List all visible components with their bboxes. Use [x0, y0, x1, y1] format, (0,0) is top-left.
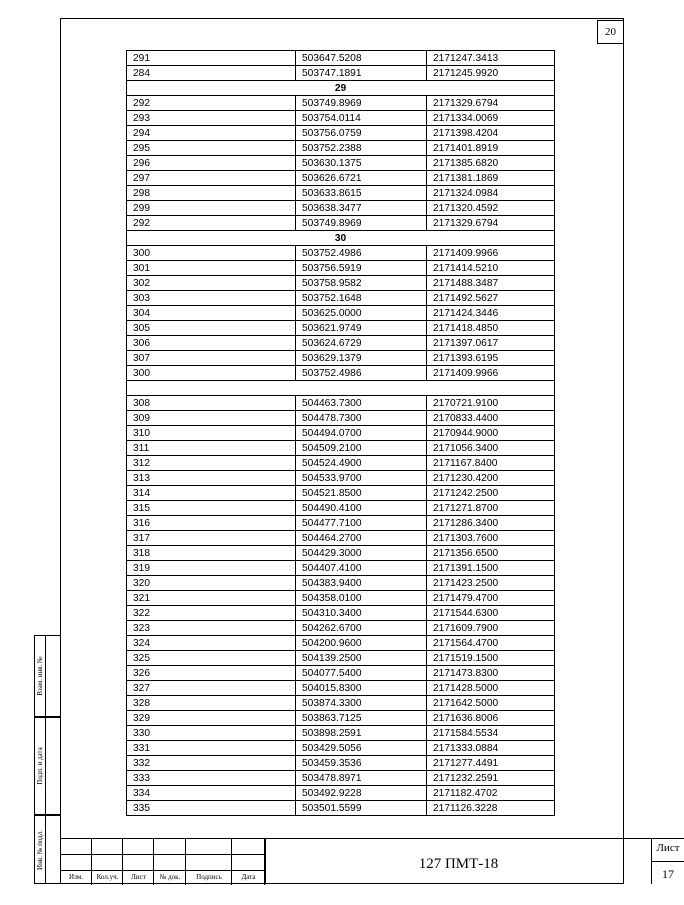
- corner-page-number: 20: [597, 20, 624, 44]
- y-coordinate-cell: 2171488.3487: [427, 276, 555, 291]
- y-coordinate-cell: 2170833.4400: [427, 411, 555, 426]
- y-coordinate-cell: 2171564.4700: [427, 636, 555, 651]
- x-coordinate-cell: 504524.4900: [296, 456, 427, 471]
- point-number-cell: 322: [127, 606, 296, 621]
- point-number-cell: 328: [127, 696, 296, 711]
- x-coordinate-cell: 503633.8615: [296, 186, 427, 201]
- y-coordinate-cell: 2171232.2591: [427, 771, 555, 786]
- x-coordinate-cell: 503638.3477: [296, 201, 427, 216]
- table-row: [127, 291, 555, 306]
- point-number-cell: 300: [127, 246, 296, 261]
- point-number-cell: 319: [127, 561, 296, 576]
- table-row: [127, 576, 555, 591]
- table-row: [127, 711, 555, 726]
- y-coordinate-cell: 2171247.3413: [427, 51, 555, 66]
- table-row: [127, 51, 555, 66]
- x-coordinate-cell: 504358.0100: [296, 591, 427, 606]
- table-row: [127, 486, 555, 501]
- x-coordinate-cell: 503621.9749: [296, 321, 427, 336]
- col-label-list: Лист: [131, 873, 146, 881]
- x-coordinate-cell: 503624.6729: [296, 336, 427, 351]
- x-coordinate-cell: 504429.3000: [296, 546, 427, 561]
- y-coordinate-cell: 2171230.4200: [427, 471, 555, 486]
- point-number-cell: 331: [127, 741, 296, 756]
- y-coordinate-cell: 2171056.3400: [427, 441, 555, 456]
- x-coordinate-cell: 503629.1379: [296, 351, 427, 366]
- point-number-cell: 326: [127, 666, 296, 681]
- y-coordinate-cell: 2171642.5000: [427, 696, 555, 711]
- y-coordinate-cell: 2171479.4700: [427, 591, 555, 606]
- table-row: [127, 216, 555, 231]
- x-coordinate-cell: 503749.8969: [296, 216, 427, 231]
- x-coordinate-cell: 504139.2500: [296, 651, 427, 666]
- table-row: [127, 531, 555, 546]
- side-label-swap-inv: Взам. инв. №: [36, 656, 44, 696]
- x-coordinate-cell: 504509.2100: [296, 441, 427, 456]
- table-row: [127, 156, 555, 171]
- table-row: [127, 396, 555, 411]
- y-coordinate-cell: 2171424.3446: [427, 306, 555, 321]
- point-number-cell: 308: [127, 396, 296, 411]
- table-row: [127, 441, 555, 456]
- y-coordinate-cell: 2171409.9966: [427, 366, 555, 381]
- blank-row: [127, 381, 555, 396]
- point-number-cell: 292: [127, 96, 296, 111]
- point-number-cell: 292: [127, 216, 296, 231]
- point-number-cell: 302: [127, 276, 296, 291]
- contour-number: 29: [127, 81, 555, 96]
- table-row: [127, 681, 555, 696]
- y-coordinate-cell: 2171544.6300: [427, 606, 555, 621]
- table-row: [127, 276, 555, 291]
- table-row: [127, 756, 555, 771]
- y-coordinate-cell: 2171320.4592: [427, 201, 555, 216]
- table-row: [127, 741, 555, 756]
- point-number-cell: 333: [127, 771, 296, 786]
- col-label-ndok: № док.: [159, 873, 181, 881]
- x-coordinate-cell: 503756.5919: [296, 261, 427, 276]
- y-coordinate-cell: 2171393.6195: [427, 351, 555, 366]
- point-number-cell: 297: [127, 171, 296, 186]
- y-coordinate-cell: 2171492.5627: [427, 291, 555, 306]
- x-coordinate-cell: 503749.8969: [296, 96, 427, 111]
- point-number-cell: 313: [127, 471, 296, 486]
- table-row: [127, 246, 555, 261]
- x-coordinate-cell: 503752.4986: [296, 366, 427, 381]
- y-coordinate-cell: 2171423.2500: [427, 576, 555, 591]
- y-coordinate-cell: 2171334.0069: [427, 111, 555, 126]
- point-number-cell: 318: [127, 546, 296, 561]
- table-row: [127, 621, 555, 636]
- point-number-cell: 310: [127, 426, 296, 441]
- y-coordinate-cell: 2171418.4850: [427, 321, 555, 336]
- point-number-cell: 296: [127, 156, 296, 171]
- y-coordinate-cell: 2171409.9966: [427, 246, 555, 261]
- point-number-cell: 330: [127, 726, 296, 741]
- table-row: [127, 141, 555, 156]
- contour-header-row: [127, 231, 555, 246]
- point-number-cell: 304: [127, 306, 296, 321]
- x-coordinate-cell: 504015.8300: [296, 681, 427, 696]
- side-label-sign-date: Подп. и дата: [36, 747, 44, 785]
- x-coordinate-cell: 503429.5056: [296, 741, 427, 756]
- y-coordinate-cell: 2171414.5210: [427, 261, 555, 276]
- table-row: [127, 471, 555, 486]
- x-coordinate-cell: 503756.0759: [296, 126, 427, 141]
- y-coordinate-cell: 2171636.8006: [427, 711, 555, 726]
- y-coordinate-cell: 2171277.4491: [427, 756, 555, 771]
- y-coordinate-cell: 2171356.6500: [427, 546, 555, 561]
- y-coordinate-cell: 2171609.7900: [427, 621, 555, 636]
- table-row: [127, 126, 555, 141]
- y-coordinate-cell: 2171242.2500: [427, 486, 555, 501]
- x-coordinate-cell: 504310.3400: [296, 606, 427, 621]
- x-coordinate-cell: 503459.3536: [296, 756, 427, 771]
- point-number-cell: 311: [127, 441, 296, 456]
- side-label-inv-orig: Инв. № подл.: [36, 829, 44, 870]
- table-row: [127, 306, 555, 321]
- title-block: [60, 838, 680, 884]
- table-row: [127, 351, 555, 366]
- table-row: [127, 606, 555, 621]
- table-row: [127, 561, 555, 576]
- col-label-koluch: Кол.уч.: [96, 873, 119, 881]
- x-coordinate-cell: 504200.9600: [296, 636, 427, 651]
- sheet-cell: [651, 838, 684, 884]
- table-row: [127, 771, 555, 786]
- table-row: [127, 66, 555, 81]
- y-coordinate-cell: 2171324.0984: [427, 186, 555, 201]
- table-row: [127, 111, 555, 126]
- point-number-cell: 321: [127, 591, 296, 606]
- point-number-cell: 307: [127, 351, 296, 366]
- title-block-grid: [60, 838, 265, 885]
- point-number-cell: 320: [127, 576, 296, 591]
- table-row: [127, 786, 555, 801]
- x-coordinate-cell: 503752.1648: [296, 291, 427, 306]
- table-row: [127, 726, 555, 741]
- point-number-cell: 301: [127, 261, 296, 276]
- x-coordinate-cell: 504490.4100: [296, 501, 427, 516]
- point-number-cell: 295: [127, 141, 296, 156]
- point-number-cell: 329: [127, 711, 296, 726]
- table-row: [127, 591, 555, 606]
- point-number-cell: 334: [127, 786, 296, 801]
- table-row: [127, 186, 555, 201]
- x-coordinate-cell: 504077.5400: [296, 666, 427, 681]
- x-coordinate-cell: 503626.6721: [296, 171, 427, 186]
- x-coordinate-cell: 503863.7125: [296, 711, 427, 726]
- point-number-cell: 315: [127, 501, 296, 516]
- sheet-label: Лист: [656, 842, 680, 854]
- point-number-cell: 299: [127, 201, 296, 216]
- sheet-number: 17: [652, 861, 684, 886]
- x-coordinate-cell: 503758.9582: [296, 276, 427, 291]
- point-number-cell: 291: [127, 51, 296, 66]
- y-coordinate-cell: 2171167.8400: [427, 456, 555, 471]
- y-coordinate-cell: 2171329.6794: [427, 96, 555, 111]
- point-number-cell: 309: [127, 411, 296, 426]
- contour-number: 30: [127, 231, 555, 246]
- point-number-cell: 316: [127, 516, 296, 531]
- table-row: [127, 411, 555, 426]
- point-number-cell: 324: [127, 636, 296, 651]
- x-coordinate-cell: 503752.4986: [296, 246, 427, 261]
- y-coordinate-cell: 2171391.1500: [427, 561, 555, 576]
- point-number-cell: 305: [127, 321, 296, 336]
- col-label-izm: Изм.: [69, 873, 83, 881]
- document-designation-cell: [265, 838, 651, 884]
- point-number-cell: 327: [127, 681, 296, 696]
- x-coordinate-cell: 504494.0700: [296, 426, 427, 441]
- table-row: [127, 666, 555, 681]
- table-row: [127, 426, 555, 441]
- point-number-cell: 323: [127, 621, 296, 636]
- point-number-cell: 293: [127, 111, 296, 126]
- x-coordinate-cell: 504463.7300: [296, 396, 427, 411]
- x-coordinate-cell: 504464.2700: [296, 531, 427, 546]
- x-coordinate-cell: 504477.7100: [296, 516, 427, 531]
- x-coordinate-cell: 503630.1375: [296, 156, 427, 171]
- point-number-cell: 332: [127, 756, 296, 771]
- blank-cell: [127, 381, 555, 396]
- table-row: [127, 651, 555, 666]
- coordinates-table: [126, 50, 555, 816]
- y-coordinate-cell: 2171286.3400: [427, 516, 555, 531]
- y-coordinate-cell: 2171182.4702: [427, 786, 555, 801]
- y-coordinate-cell: 2171519.1500: [427, 651, 555, 666]
- table-row: [127, 696, 555, 711]
- point-number-cell: 300: [127, 366, 296, 381]
- x-coordinate-cell: 504383.9400: [296, 576, 427, 591]
- point-number-cell: 298: [127, 186, 296, 201]
- table-row: [127, 261, 555, 276]
- table-row: [127, 516, 555, 531]
- point-number-cell: 312: [127, 456, 296, 471]
- table-row: [127, 456, 555, 471]
- y-coordinate-cell: 2171333.0884: [427, 741, 555, 756]
- y-coordinate-cell: 2171329.6794: [427, 216, 555, 231]
- point-number-cell: 317: [127, 531, 296, 546]
- y-coordinate-cell: 2171473.8300: [427, 666, 555, 681]
- table-row: [127, 501, 555, 516]
- x-coordinate-cell: 503874.3300: [296, 696, 427, 711]
- point-number-cell: 325: [127, 651, 296, 666]
- point-number-cell: 306: [127, 336, 296, 351]
- col-label-signature: Подпись: [196, 873, 222, 881]
- point-number-cell: 303: [127, 291, 296, 306]
- y-coordinate-cell: 2171303.7600: [427, 531, 555, 546]
- table-row: [127, 636, 555, 651]
- x-coordinate-cell: 503478.8971: [296, 771, 427, 786]
- y-coordinate-cell: 2171271.8700: [427, 501, 555, 516]
- x-coordinate-cell: 504407.4100: [296, 561, 427, 576]
- y-coordinate-cell: 2171126.3228: [427, 801, 555, 816]
- contour-header-row: [127, 81, 555, 96]
- y-coordinate-cell: 2171381.1869: [427, 171, 555, 186]
- table-row: [127, 336, 555, 351]
- table-row: [127, 96, 555, 111]
- x-coordinate-cell: 504478.7300: [296, 411, 427, 426]
- x-coordinate-cell: 503752.2388: [296, 141, 427, 156]
- x-coordinate-cell: 503501.5599: [296, 801, 427, 816]
- y-coordinate-cell: 2171401.8919: [427, 141, 555, 156]
- table-row: [127, 171, 555, 186]
- y-coordinate-cell: 2171245.9920: [427, 66, 555, 81]
- point-number-cell: 335: [127, 801, 296, 816]
- point-number-cell: 314: [127, 486, 296, 501]
- table-row: [127, 201, 555, 216]
- y-coordinate-cell: 2171584.5534: [427, 726, 555, 741]
- side-sign-date: [34, 717, 60, 815]
- x-coordinate-cell: 503625.0000: [296, 306, 427, 321]
- y-coordinate-cell: 2171397.0617: [427, 336, 555, 351]
- x-coordinate-cell: 503754.0114: [296, 111, 427, 126]
- x-coordinate-cell: 503747.1891: [296, 66, 427, 81]
- y-coordinate-cell: 2171398.4204: [427, 126, 555, 141]
- col-label-date: Дата: [241, 873, 256, 881]
- x-coordinate-cell: 504533.9700: [296, 471, 427, 486]
- side-swap-inv: [34, 635, 60, 717]
- x-coordinate-cell: 503492.9228: [296, 786, 427, 801]
- x-coordinate-cell: 503647.5208: [296, 51, 427, 66]
- point-number-cell: 294: [127, 126, 296, 141]
- table-row: [127, 321, 555, 336]
- y-coordinate-cell: 2170721.9100: [427, 396, 555, 411]
- x-coordinate-cell: 503898.2591: [296, 726, 427, 741]
- document-designation: 127 ПМТ-18: [418, 856, 499, 872]
- y-coordinate-cell: 2171385.6820: [427, 156, 555, 171]
- table-row: [127, 546, 555, 561]
- side-inv-orig: [34, 815, 60, 884]
- point-number-cell: 284: [127, 66, 296, 81]
- table-row: [127, 366, 555, 381]
- x-coordinate-cell: 504521.8500: [296, 486, 427, 501]
- table-row: [127, 801, 555, 816]
- x-coordinate-cell: 504262.6700: [296, 621, 427, 636]
- y-coordinate-cell: 2170944.9000: [427, 426, 555, 441]
- y-coordinate-cell: 2171428.5000: [427, 681, 555, 696]
